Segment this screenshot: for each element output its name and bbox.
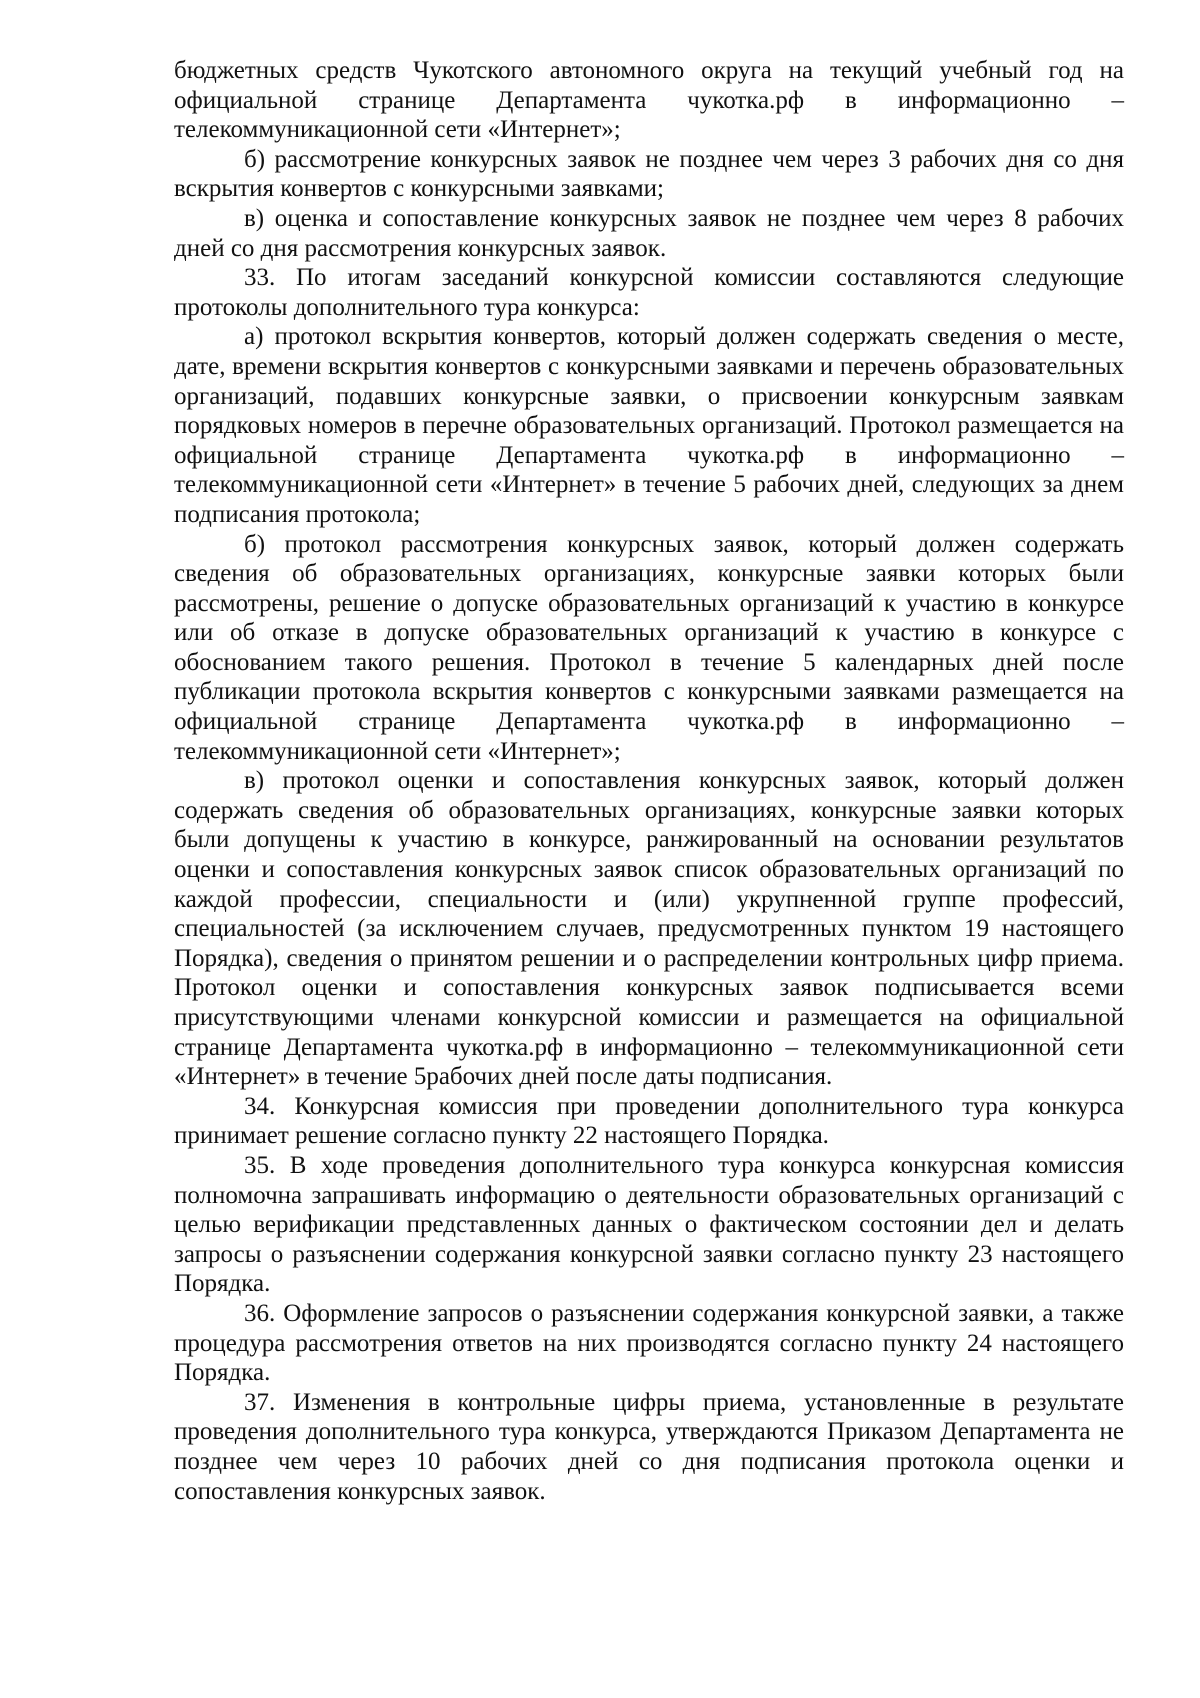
paragraph-36: 36. Оформление запросов о разъяснении содержания конкурсной заявки, а также процедура рассмотрения ответов на них производятся согласно пункту 24 настоящего Порядка. bbox=[174, 1299, 1124, 1387]
paragraph-35: 35. В ходе проведения дополнительного тура конкурса конкурсная комиссия полномочна запрашивать информацию о деятельности образовательных организаций с целью верификации представленных данных о фактическом состоянии дел и делать запросы о разъяснении содержания конкурсной заявки согласно пункту 23 настоящего Порядка. bbox=[174, 1151, 1124, 1298]
paragraph-item-b-review: б) рассмотрение конкурсных заявок не позднее чем через 3 рабочих дня со дня вскрытия конвертов с конкурсными заявками; bbox=[174, 145, 1124, 203]
paragraph-item-v-evaluation: в) оценка и сопоставление конкурсных заявок не позднее чем через 8 рабочих дней со дня рассмотрения конкурсных заявок. bbox=[174, 204, 1124, 262]
paragraph-continuation: бюджетных средств Чукотского автономного округа на текущий учебный год на официальной странице Департамента чукотка.рф в информационно – телекоммуникационной сети «Интернет»; bbox=[174, 57, 1124, 144]
paragraph-33-b: б) протокол рассмотрения конкурсных заявок, который должен содержать сведения об образовательных организациях, конкурсные заявки которых были рассмотрены, решение о допуске образовательных организаций к участию в конкурсе или об отказе в допуске образовательных организаций к участию в конкурсе с обоснованием такого решения. Протокол в течение 5 календарных дней после публикации протокола вскрытия конвертов с конкурсными заявками размещается на официальной странице Департамента чукотка.рф в информационно – телекоммуникационной сети «Интернет»; bbox=[174, 530, 1124, 765]
paragraph-33-a: а) протокол вскрытия конвертов, который должен содержать сведения о месте, дате, времени вскрытия конвертов с конкурсными заявками и перечень образовательных организаций, подавших конкурсные заявки, о присвоении конкурсным заявкам порядковых номеров в перечне образовательных организаций. Протокол размещается на официальной странице Департамента чукотка.рф в информационно – телекоммуникационной сети «Интернет» в течение 5 рабочих дней, следующих за днем подписания протокола; bbox=[174, 323, 1124, 528]
paragraph-34: 34. Конкурсная комиссия при проведении дополнительного тура конкурса принимает решение согласно пункту 22 настоящего Порядка. bbox=[174, 1092, 1124, 1150]
paragraph-33-v: в) протокол оценки и сопоставления конкурсных заявок, который должен содержать сведения об образовательных организациях, конкурсные заявки которых были допущены к участию в конкурсе, ранжированный на основании результатов оценки и сопоставления конкурсных заявок список образовательных организаций по каждой профессии, специальности и (или) укрупненной группе профессий, специальностей (за исключением случаев, предусмотренных пунктом 19 настоящего Порядка), сведения о принятом решении и о распределении контрольных цифр приема. Протокол оценки и сопоставления конкурсных заявок подписывается всеми присутствующими членами конкурсной комиссии и размещается на официальной странице Департамента чукотка.рф в информационно – телекоммуникационной сети «Интернет» в течение 5рабочих дней после даты подписания. bbox=[174, 767, 1124, 1091]
paragraph-33: 33. По итогам заседаний конкурсной комиссии составляются следующие протоколы дополнительного тура конкурса: bbox=[174, 264, 1124, 321]
paragraph-37: 37. Изменения в контрольные цифры приема, установленные в результате проведения дополнительного тура конкурса, утверждаются Приказом Департамента не позднее чем через 10 рабочих дней со дня подписания протокола оценки и сопоставления конкурсных заявок. bbox=[174, 1388, 1124, 1505]
document-page bbox=[174, 56, 1124, 1506]
